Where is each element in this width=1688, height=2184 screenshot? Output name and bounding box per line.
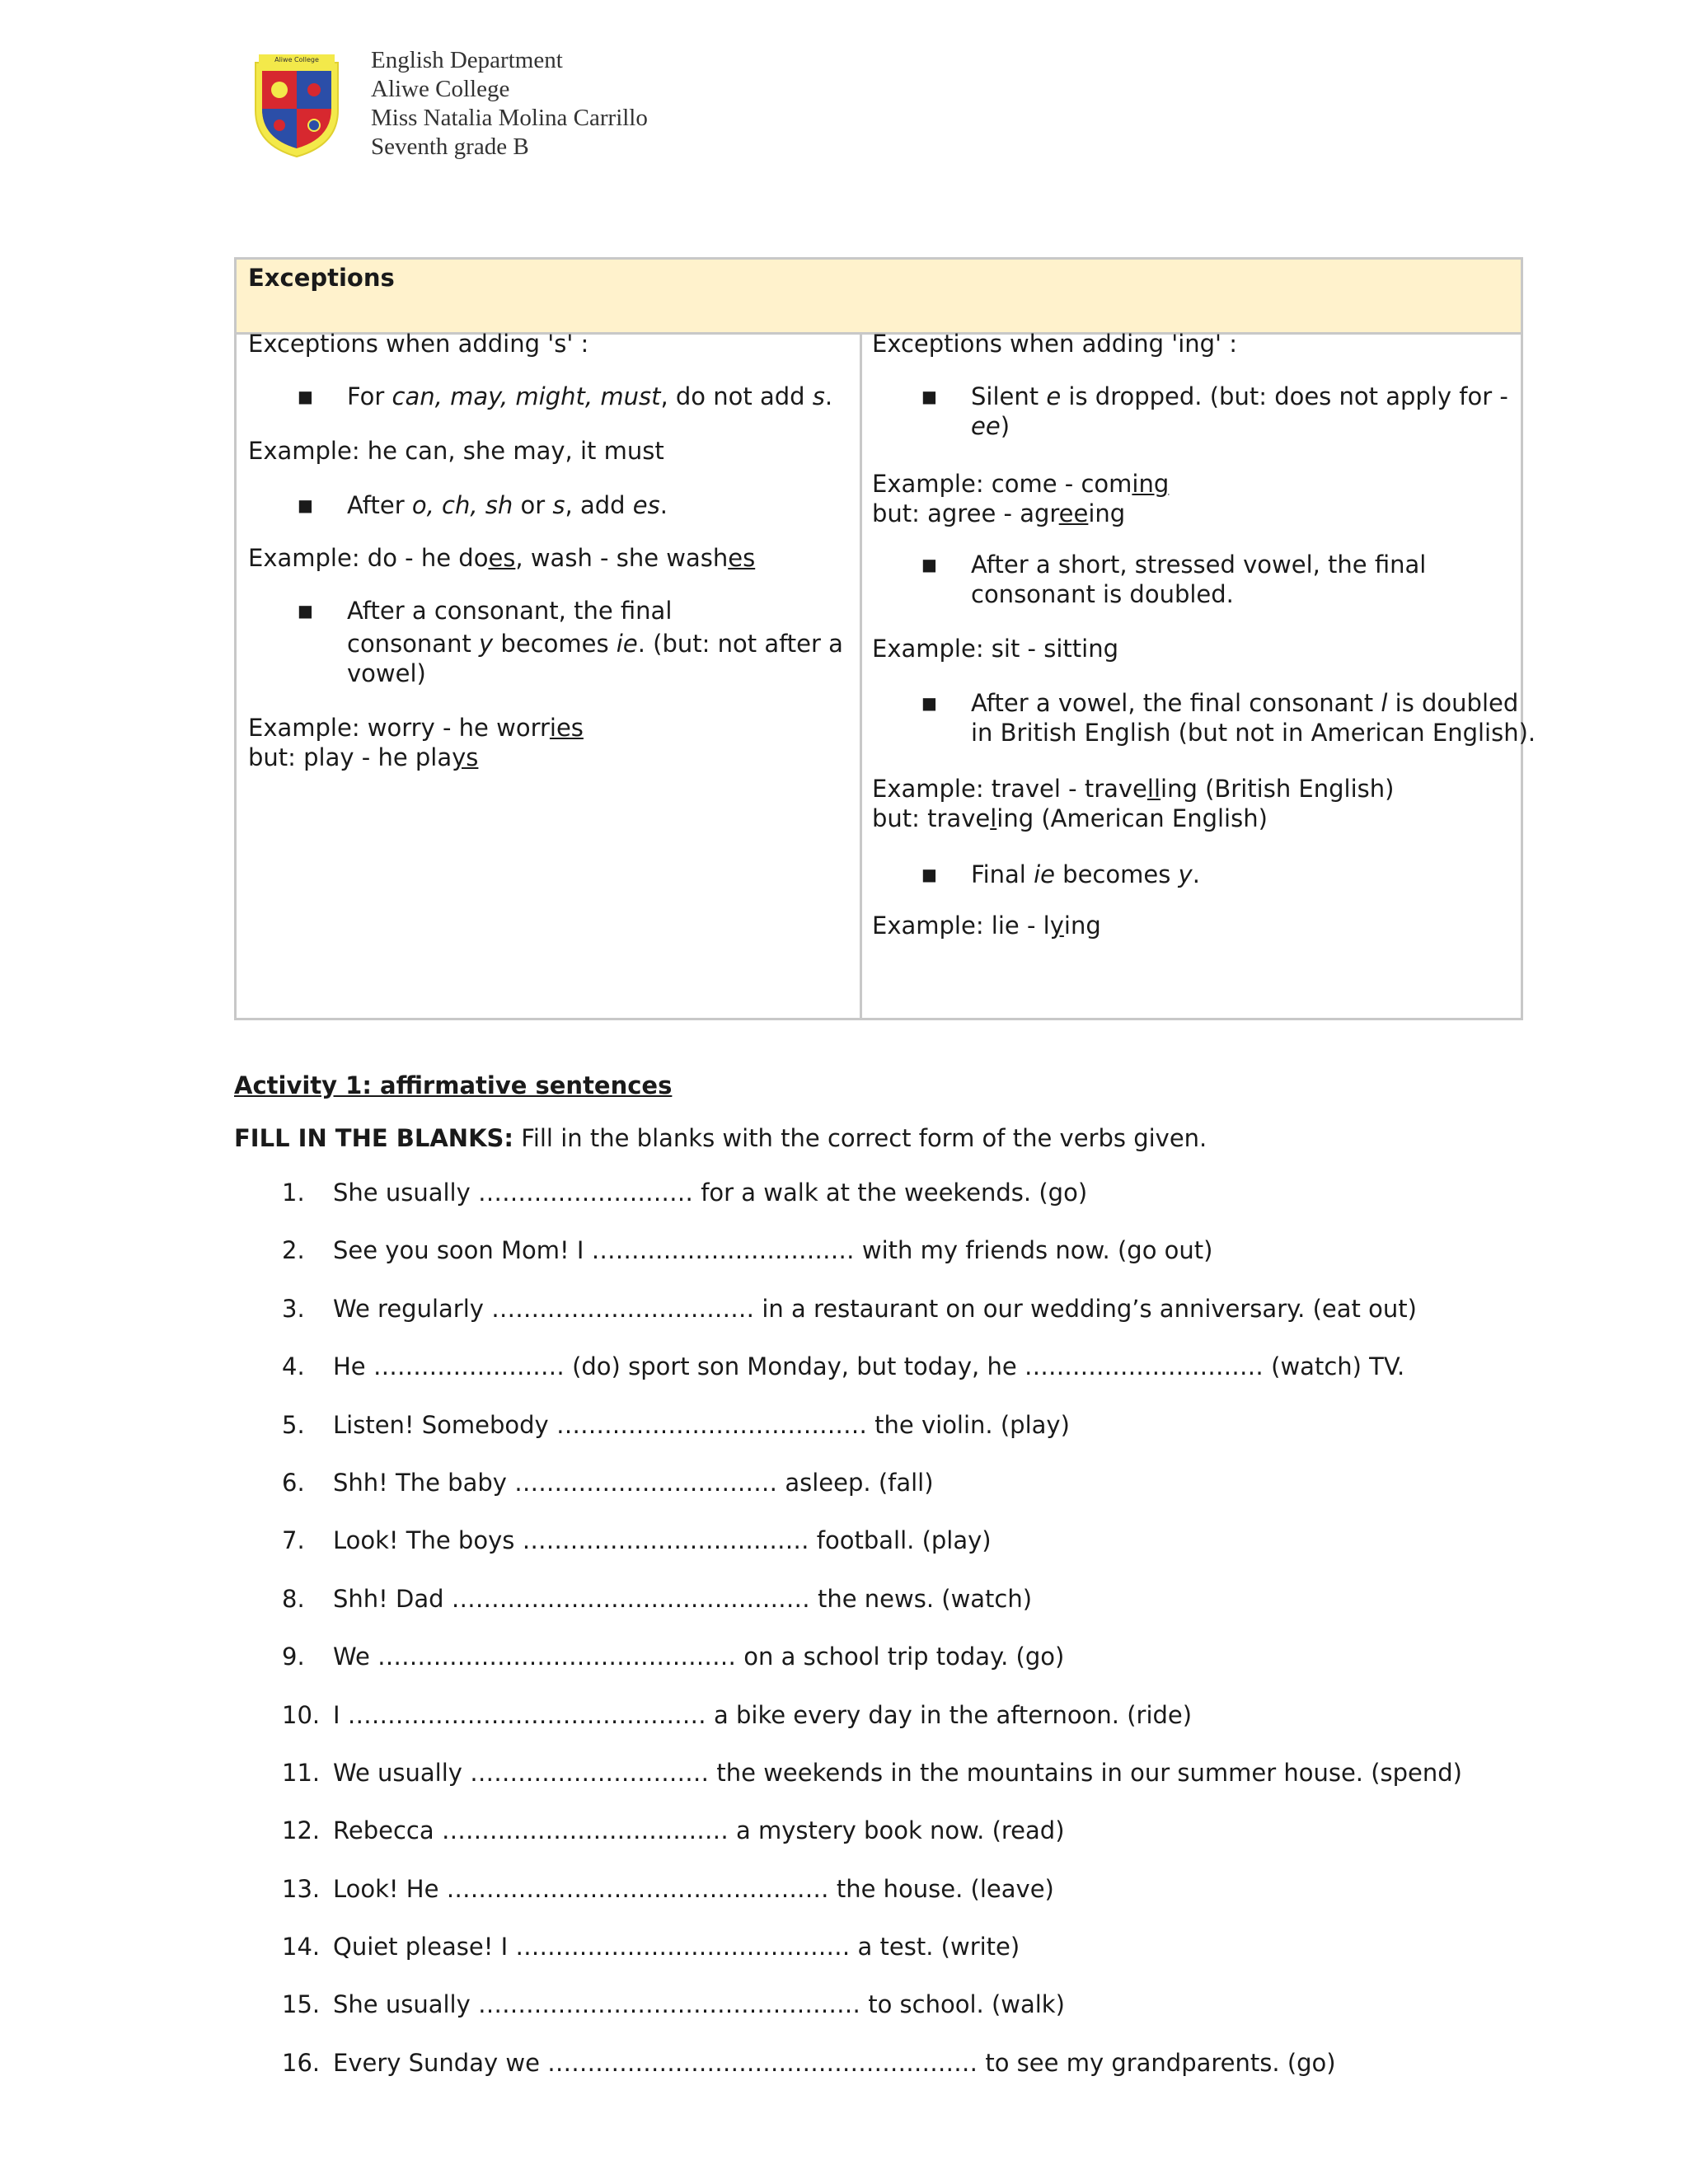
ing-example-3: Example: travel - travelling (British English) [872, 775, 1395, 803]
exercise-sentence: She usually ……………………… for a walk at the weekends. (go) [333, 1179, 1088, 1207]
bullet-icon: ■ [298, 495, 313, 515]
bullet-icon: ■ [921, 693, 937, 713]
s-rule-3-line-3: vowel) [347, 659, 426, 687]
bullet-icon: ■ [921, 555, 937, 574]
ing-rule-2-line-2: consonant is doubled. [971, 580, 1234, 608]
ing-rule-3-line-2: in British English (but not in American English). [971, 719, 1536, 747]
document-header [251, 46, 786, 178]
exercise-number: 8. [282, 1584, 305, 1613]
s-rule-3-line-2: consonant y becomes ie. (but: not after a [347, 630, 843, 658]
exercise-item [282, 1875, 1518, 1933]
exercise-item [282, 1759, 1518, 1816]
exercise-item [282, 1933, 1518, 1990]
exercise-item [282, 1643, 1518, 1700]
exercise-number: 7. [282, 1526, 305, 1555]
bullet-icon: ■ [298, 601, 313, 621]
ing-rule-1-line-1: Silent e is dropped. (but: does not apply for - [971, 382, 1508, 410]
exercise-number: 14. [282, 1933, 321, 1961]
exercise-number: 3. [282, 1294, 305, 1323]
header-lines [371, 46, 648, 162]
header-line: Aliwe College [371, 76, 510, 102]
exercise-item [282, 1526, 1518, 1584]
activity-title: Activity 1: affirmative sentences [234, 1071, 673, 1099]
exercise-item [282, 1701, 1518, 1759]
ing-rule-3-line-1: After a vowel, the final consonant l is doubled [971, 689, 1519, 717]
exercise-sentence: Shh! The baby …………………………… asleep. (fall) [333, 1468, 934, 1497]
exceptions-title: Exceptions [248, 264, 395, 292]
bullet-icon: ■ [921, 865, 937, 884]
exercise-item [282, 1236, 1518, 1294]
exercise-sentence: She usually ………………………………………… to school. (walk) [333, 1990, 1065, 2019]
bullet-icon: ■ [921, 387, 937, 406]
bullet-icon: ■ [298, 387, 313, 406]
exercise-sentence: Rebecca ……………………………… a mystery book now. (read) [333, 1816, 1065, 1845]
s-example-3-but: but: play - he plays [248, 743, 479, 771]
header-line: Seventh grade B [371, 134, 529, 160]
exercise-number: 2. [282, 1236, 305, 1265]
exercise-sentence: Quiet please! I …………………………………… a test. (write) [333, 1933, 1020, 1961]
s-example-3: Example: worry - he worries [248, 714, 584, 742]
exceptions-table [234, 257, 1536, 1020]
exercise-sentence: See you soon Mom! I …………………………… with my friends now. (go out) [333, 1236, 1213, 1265]
exercise-number: 4. [282, 1352, 305, 1381]
ing-rule-4: Final ie becomes y. [971, 860, 1200, 888]
ing-rule-1-line-2: ee) [971, 412, 1010, 440]
exercise-number: 9. [282, 1643, 305, 1671]
exercise-item [282, 2049, 1518, 2107]
exercise-sentence: Look! He ………………………………………… the house. (leave) [333, 1874, 1054, 1903]
exercise-list [282, 1179, 1518, 2107]
exercise-number: 10. [282, 1700, 321, 1729]
exceptions-ing-column [862, 330, 1536, 1018]
exercise-item [282, 1179, 1518, 1236]
s-example-1: Example: he can, she may, it must [248, 437, 664, 465]
exercise-sentence: Shh! Dad ……………………………………… the news. (watch) [333, 1584, 1033, 1613]
exercise-item [282, 1352, 1518, 1410]
activity-instructions: FILL IN THE BLANKS: Fill in the blanks with the correct form of the verbs given. [234, 1124, 1207, 1152]
college-crest-logo [251, 53, 343, 160]
s-rule-3-line-1: After a consonant, the final [347, 597, 673, 625]
ing-heading: Exceptions when adding 'ing' : [872, 330, 1238, 358]
exercise-number: 12. [282, 1816, 321, 1845]
s-rule-1: For can, may, might, must, do not add s. [347, 382, 833, 410]
ing-example-2: Example: sit - sitting [872, 635, 1118, 663]
exercise-sentence: Listen! Somebody ………………………………… the violin. (play) [333, 1410, 1070, 1439]
exercise-number: 6. [282, 1468, 305, 1497]
exercise-sentence: Look! The boys ……………………………… football. (play) [333, 1526, 992, 1555]
exercise-number: 15. [282, 1990, 321, 2019]
s-rule-2: After o, ch, sh or s, add es. [347, 491, 668, 519]
exercise-sentence: I ……………………………………… a bike every day in the afternoon. (ride) [333, 1700, 1193, 1729]
exercise-number: 5. [282, 1410, 305, 1439]
exercise-item [282, 1816, 1518, 1874]
s-heading: Exceptions when adding 's' : [248, 330, 589, 358]
ing-example-3-but: but: traveling (American English) [872, 804, 1268, 832]
exercise-sentence: We regularly …………………………… in a restaurant on our wedding’s anniversary. (eat out) [333, 1294, 1417, 1323]
exercise-number: 16. [282, 2048, 321, 2077]
ing-example-1-but: but: agree - agreeing [872, 499, 1126, 527]
exercise-item [282, 1295, 1518, 1352]
ing-rule-2-line-1: After a short, stressed vowel, the final [971, 551, 1427, 579]
exercise-item [282, 1585, 1518, 1643]
exercise-sentence: We ……………………………………… on a school trip today. (go) [333, 1643, 1065, 1671]
exercise-item [282, 1990, 1518, 2048]
exercise-item [282, 1411, 1518, 1469]
exercise-number: 13. [282, 1874, 321, 1903]
exercise-sentence: He …………………… (do) sport son Monday, but today, he ………………………… (watch) TV. [333, 1352, 1405, 1381]
exercise-number: 1. [282, 1179, 305, 1207]
exceptions-table-header [237, 260, 1521, 335]
header-line: English Department [371, 47, 563, 73]
s-example-2: Example: do - he does, wash - she washes [248, 544, 756, 572]
header-line: Miss Natalia Molina Carrillo [371, 105, 648, 131]
exercise-sentence: Every Sunday we ……………………………………………… to see my grandparents. (go) [333, 2048, 1336, 2077]
svg-text:Aliwe College: Aliwe College [274, 56, 319, 63]
ing-example-1: Example: come - coming [872, 470, 1170, 498]
exercise-number: 11. [282, 1758, 321, 1787]
ing-example-4: Example: lie - lying [872, 912, 1101, 940]
exceptions-s-column [237, 332, 862, 1018]
exercise-item [282, 1469, 1518, 1526]
exercise-sentence: We usually ………………………… the weekends in the mountains in our summer house. (spend) [333, 1758, 1462, 1787]
